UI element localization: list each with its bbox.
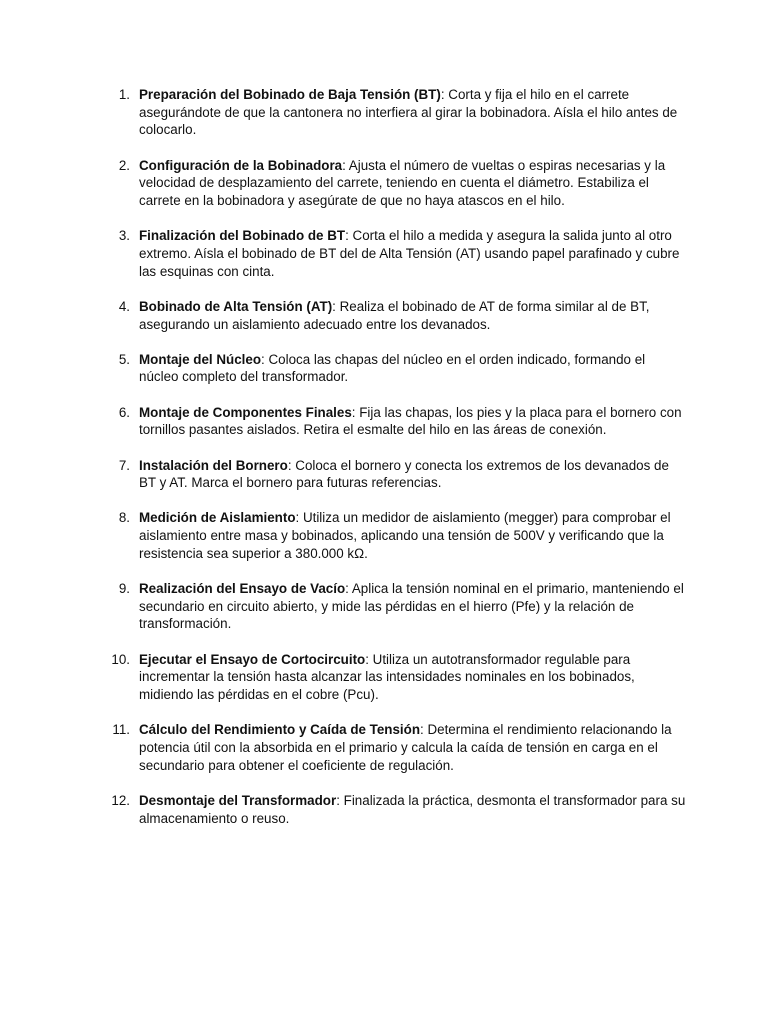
item-text: : Determina el rendimiento relacionando la potencia útil con la absorbida en el primario y calcula la caída de tensión en carga en el secundario para obtener el coeficiente de regulación. <box>139 722 672 773</box>
item-text: : Utiliza un medidor de aislamiento (megger) para comprobar el aislamiento entre masa y bobinados, aplicando una tensión de 500V y verificando que la resistencia sea superior a 380.000 kΩ. <box>139 510 671 561</box>
list-item <box>0 721 768 774</box>
item-text: : Corta el hilo a medida y asegura la salida junto al otro extremo. Aísla el bobinado de BT del de Alta Tensión (AT) usando papel parafinado y cubre las esquinas con cinta. <box>139 228 680 279</box>
item-number: 2. <box>118 157 130 173</box>
item-number: 12. <box>111 792 130 808</box>
item-term: Instalación del Bornero <box>139 457 288 473</box>
item-term: Bobinado de Alta Tensión (AT) <box>139 298 333 314</box>
item-text: : Utiliza un autotransformador regulable para incrementar la tensión hasta alcanzar las intensidades nominales en los bobinados, midiendo las pérdidas en el cobre (Pcu). <box>139 651 635 703</box>
item-text: : Coloca las chapas del núcleo en el orden indicado, formando el núcleo completo del transformador. <box>139 351 646 385</box>
list-item <box>0 404 768 439</box>
list-item <box>0 86 768 139</box>
item-term: Ejecutar el Ensayo de Cortocircuito <box>139 651 366 667</box>
item-term: Medición de Aislamiento <box>139 510 296 526</box>
item-text: : Coloca el bornero y conecta los extremos de los devanados de BT y AT. Marca el bornero para futuras referencias. <box>139 457 669 491</box>
item-term: Realización del Ensayo de Vacío <box>139 581 346 597</box>
item-term: Configuración de la Bobinadora <box>139 157 343 173</box>
item-number: 3. <box>118 228 130 244</box>
item-number: 6. <box>118 404 130 420</box>
item-text: : Ajusta el número de vueltas o espiras necesarias y la velocidad de desplazamiento del carrete, teniendo en cuenta el diámetro. Estabiliza el carrete en la bobinadora y asegúrate de que no haya atascos en el hilo. <box>139 157 666 209</box>
item-text: : Realiza el bobinado de AT de forma similar al de BT, asegurando un aislamiento adecuado entre los devanados. <box>139 298 650 332</box>
list-item <box>0 457 768 492</box>
list-item <box>0 509 768 562</box>
list-item <box>0 298 768 333</box>
list-item <box>0 351 768 386</box>
item-text: : Fija las chapas, los pies y la placa para el bornero con tornillos pasantes aislados. Retira el esmalte del hilo en las áreas de conexión. <box>139 404 682 438</box>
list-item <box>0 580 768 633</box>
item-text: : Finalizada la práctica, desmonta el transformador para su almacenamiento o reuso. <box>139 792 686 826</box>
item-number: 8. <box>118 510 130 526</box>
procedure-list <box>0 86 768 845</box>
list-item <box>0 157 768 210</box>
item-number: 1. <box>118 87 130 102</box>
item-term: Preparación del Bobinado de Baja Tensión (BT) <box>139 87 441 102</box>
item-number: 5. <box>118 351 130 367</box>
item-number: 11. <box>112 722 130 738</box>
item-term: Montaje de Componentes Finales <box>139 404 352 420</box>
item-text: : Aplica la tensión nominal en el primario, manteniendo el secundario en circuito abierto, y mide las pérdidas en el hierro (Pfe) y la relación de transformación. <box>139 581 684 632</box>
item-term: Desmontaje del Transformador <box>139 792 337 808</box>
item-number: 7. <box>118 457 130 473</box>
item-number: 4. <box>118 298 130 314</box>
list-item <box>0 227 768 280</box>
item-number: 10. <box>111 651 130 667</box>
list-item <box>0 792 768 827</box>
list-item <box>0 651 768 704</box>
item-number: 9. <box>118 581 130 597</box>
item-text: : Corta y fija el hilo en el carrete asegurándote de que la cantonera no interfiera al girar la bobinadora. Aísla el hilo antes de colocarlo. <box>139 87 678 138</box>
item-term: Finalización del Bobinado de BT <box>139 228 346 244</box>
item-term: Cálculo del Rendimiento y Caída de Tensión <box>139 722 421 738</box>
item-term: Montaje del Núcleo <box>139 351 262 367</box>
